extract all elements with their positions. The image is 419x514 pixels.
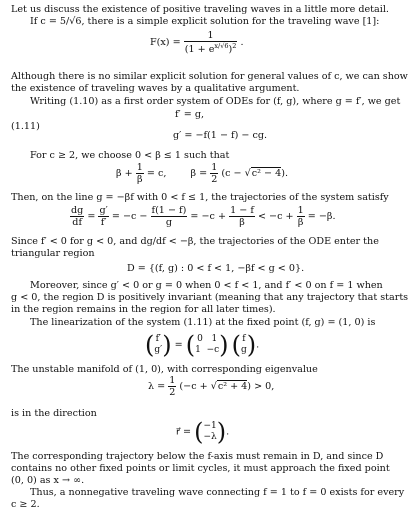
paragraph-line: The linearization of the system (1.11) at the fixed point (f, g) = (1, 0) is xyxy=(30,317,376,328)
jacobian-m22: −c xyxy=(206,345,220,355)
paragraph-line: Let us discuss the existence of positive traveling waves in a little more detail. xyxy=(11,4,389,15)
rhs3-fraction xyxy=(297,205,305,228)
lambda-lhs: λ = xyxy=(148,381,166,392)
lambda-open: (−c + xyxy=(179,381,211,392)
beta-fraction-den: β xyxy=(136,174,143,185)
lhs-vector-g: g′ xyxy=(154,345,163,355)
paragraph-line: Thus, a nonnegative traveling wave connecting f = 1 to f = 0 exists for every xyxy=(30,487,405,498)
paragraph-line: in the region remains in the region for all later times). xyxy=(11,304,276,315)
paragraph-line: Then, on the line g = −βf with 0 < f ≤ 1, the trajectories of the system satisfy xyxy=(11,192,389,203)
lambda-half-num: 1 xyxy=(169,375,176,386)
beta-solution-close: ). xyxy=(281,168,289,179)
dgdf-fraction xyxy=(70,205,84,228)
paragraph-line: The corresponding trajectory below the f-axis must remain in D, and since D xyxy=(11,451,384,462)
rhs1-prefix: = −c − xyxy=(111,211,148,222)
equals-sign: = xyxy=(174,339,183,351)
fx-fraction xyxy=(184,30,238,55)
rhs1-num: f(1 − f) xyxy=(151,205,187,216)
fx-den-open: (1 + e xyxy=(184,44,215,56)
jacobian-m11: 0 xyxy=(197,334,203,344)
jacobian-matrix xyxy=(195,334,219,356)
fx-den-power: 2 xyxy=(232,42,237,50)
rhs3-prefix: < −c + xyxy=(257,211,294,222)
direction-vector-lhs: r⃗ = xyxy=(176,426,192,438)
equation-label: (1.11) xyxy=(11,121,40,132)
paragraph-line: is in the direction xyxy=(11,408,97,419)
paragraph-line: g < 0, the region D is positively invariant (meaning that any trajectory that starts xyxy=(11,292,409,303)
beta-solution-lhs: β = xyxy=(190,168,208,179)
jacobian-m21: 1 xyxy=(195,345,201,355)
rhs3-suffix: = −β. xyxy=(307,211,336,222)
gpfp-num: g′ xyxy=(99,205,108,216)
paragraph-line: For c ≥ 2, we choose 0 < β ≤ 1 such that xyxy=(30,150,230,161)
paragraph-line: triangular region xyxy=(11,248,95,259)
linearization-equation: ( f′ g′ ) = ( 0 1 1 −c ) ( f g ). xyxy=(145,331,260,359)
rhs-vector-g: g xyxy=(240,345,247,355)
fx-lhs: F(x) = xyxy=(150,37,181,49)
paragraph-line: Although there is no similar explicit solution for general values of c, we can show xyxy=(11,71,408,82)
rhs2-num: 1 − f xyxy=(230,205,254,216)
lambda-close: ) > 0, xyxy=(247,381,275,392)
beta-sqrt-argument: c² − 4 xyxy=(251,168,282,179)
rhs3-num: 1 xyxy=(297,205,304,216)
paragraph-line: contains no other fixed points or limit cycles, it must approach the fixed point xyxy=(11,463,390,474)
direction-vector-end: . xyxy=(226,426,230,438)
beta-fraction-num: 1 xyxy=(136,162,143,173)
beta-half-fraction xyxy=(210,162,218,185)
paragraph-line: Since f′ < 0 for g < 0, and dg/df < −β, the trajectories of the ODE enter the xyxy=(11,236,379,247)
trajectory-slope-inequality xyxy=(70,205,336,228)
lambda-sqrt-argument: c² + 4 xyxy=(217,381,248,392)
system-eq-line2: g′ = −f(1 − f) − cg. xyxy=(173,130,268,141)
paragraph-line: c ≥ 2. xyxy=(11,499,40,510)
beta-definition-equation: β + $\frac{1}{\beta}$ = c, β = $\frac{1}{2}$ (c − √c² − 4). xyxy=(116,162,289,185)
paragraph-line: the existence of traveling waves by a qualitative argument. xyxy=(11,83,300,94)
rhs3-den: β xyxy=(297,217,304,228)
beta-rhs: = c, xyxy=(146,168,167,179)
dgdf-num: dg xyxy=(71,205,84,216)
rhs2-fraction xyxy=(229,205,255,228)
direction-vector-r1: −1 xyxy=(203,421,217,431)
lhs-vector-f: f′ xyxy=(155,334,161,344)
rhs2-prefix: = −c + xyxy=(190,211,227,222)
fx-numerator: 1 xyxy=(207,30,214,41)
triangular-region-definition: D = {(f, g) : 0 < f < 1, −βf < g < 0}. xyxy=(127,263,305,274)
paragraph-line: Moreover, since g′ < 0 or g = 0 when 0 < f < 1, and f′ < 0 on f = 1 when xyxy=(30,280,383,291)
rhs2-den: β xyxy=(229,216,255,228)
traveling-wave-solution-equation xyxy=(150,30,244,55)
jacobian-m12: 1 xyxy=(211,334,218,344)
paragraph-line: If c = 5/√6, there is a simple explicit solution for the traveling wave [1]: xyxy=(30,16,380,27)
linearization-end: . xyxy=(256,339,260,351)
gpfp-den: f′ xyxy=(98,216,108,228)
beta-fraction xyxy=(136,162,144,185)
rhs1-den: g xyxy=(151,216,188,228)
rhs1-fraction xyxy=(151,205,188,228)
dgdf-den: df xyxy=(70,216,84,228)
paragraph-line: Writing (1.10) as a first order system of ODEs for (f, g), where g = f′, we get xyxy=(30,96,401,107)
fx-den-exponent: x/√6 xyxy=(214,42,229,50)
beta-half-den: 2 xyxy=(211,174,218,185)
equals-sign: = xyxy=(87,211,96,222)
direction-vector-r2: −λ xyxy=(203,432,217,442)
system-eq-line1: f′ = g, xyxy=(175,109,205,120)
rhs-vector-f: f xyxy=(242,334,246,344)
beta-lhs: β + xyxy=(116,168,133,179)
lambda-half-den: 2 xyxy=(169,387,176,398)
paragraph-line: The unstable manifold of (1, 0), with corresponding eigenvalue xyxy=(11,364,318,375)
fx-end: . xyxy=(240,37,244,49)
beta-solution-open: (c − xyxy=(221,168,245,179)
eigenvalue-equation: λ = $\frac{1}{2}$ (−c + √c² + 4) > 0, xyxy=(148,375,275,398)
lambda-half-fraction xyxy=(168,375,176,398)
beta-half-num: 1 xyxy=(211,162,218,173)
fx-denominator xyxy=(184,41,238,55)
direction-vector xyxy=(203,421,216,443)
paragraph-line: (0, 0) as x → ∞. xyxy=(11,475,85,486)
direction-vector-equation: r⃗ = ( −1 −λ ). xyxy=(176,418,230,446)
fx-den-close: ) xyxy=(228,44,233,56)
gpfp-fraction xyxy=(98,205,108,228)
